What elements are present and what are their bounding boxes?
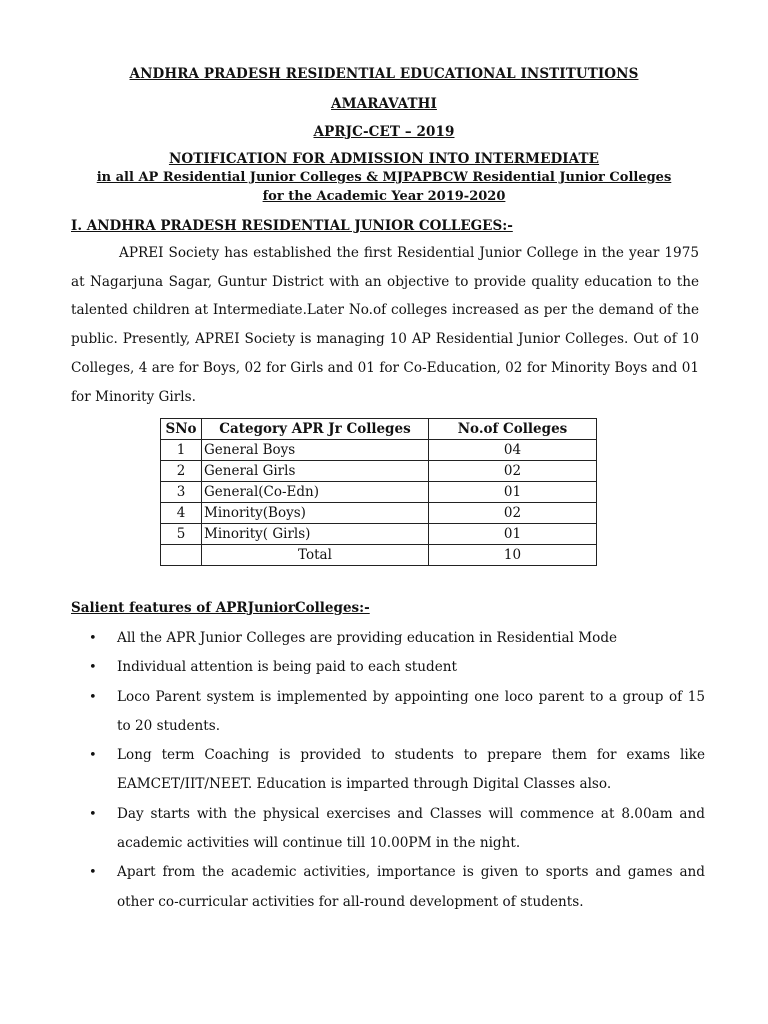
column-header: Category APR Jr Colleges (202, 419, 429, 440)
table-cell: 01 (429, 524, 597, 545)
section-heading: I. ANDHRA PRADESH RESIDENTIAL JUNIOR COLLEGES:- (71, 218, 513, 234)
list-item (71, 624, 705, 653)
bullet-icon: • (89, 865, 97, 881)
academic-year: for the Academic Year 2019-2020 (262, 189, 506, 204)
list-item-text: All the APR Junior Colleges are providing education in Residential Mode (117, 630, 618, 646)
list-item-text: Loco Parent system is implemented by appointing one loco parent to a group of 15 to 20 students. (117, 688, 705, 734)
intro-paragraph: APREI Society has established the first Residential Junior College in the year 1975 at Nagarjuna Sagar, Guntur District with an objective to provide quality education to the talented children at Intermediate.Later No.of colleges increased as per the demand of the public. Presently, APREI Society is managing 10 AP Residential Junior Colleges. Out of 10 Colleges, 4 are for Boys, 02 for Girls and 01 for Co-Education, 02 for Minority Boys and 01 for Minority Girls. (71, 245, 699, 405)
table-row (161, 482, 597, 503)
table-cell: 04 (429, 440, 597, 461)
exam-title: APRJC-CET – 2019 (313, 124, 455, 140)
list-item-text: Individual attention is being paid to each student (117, 659, 457, 676)
list-item (71, 653, 705, 682)
table-cell: General Boys (202, 440, 429, 461)
table-row (161, 461, 597, 482)
features-list (71, 624, 705, 917)
bullet-icon: • (89, 689, 97, 705)
table-row (161, 524, 597, 545)
table-cell: 02 (429, 461, 597, 482)
table-cell: 01 (429, 482, 597, 503)
table-cell: General(Co-Edn) (202, 482, 429, 503)
institution-title: ANDHRA PRADESH RESIDENTIAL EDUCATIONAL INSTITUTIONS (129, 66, 639, 82)
table-row (161, 440, 597, 461)
table-cell: 1 (161, 440, 202, 461)
list-item (71, 741, 705, 800)
table-cell: 02 (429, 503, 597, 524)
column-header: No.of Colleges (429, 419, 597, 440)
list-item-text: Long term Coaching is provided to students to prepare them for exams like EAMCET/IIT/NEET. Education is imparted through Digital Classes also. (117, 747, 705, 793)
list-item-text: Apart from the academic activities, importance is given to sports and games and other co-curricular activities for all-round development of students. (117, 864, 705, 910)
list-item (71, 858, 705, 917)
bullet-icon: • (89, 660, 97, 676)
table-total-row (161, 545, 597, 566)
table-cell: 3 (161, 482, 202, 503)
table-cell: General Girls (202, 461, 429, 482)
table-cell: 5 (161, 524, 202, 545)
list-item (71, 800, 705, 859)
bullet-icon: • (89, 806, 97, 822)
table-header-row (161, 419, 597, 440)
table-cell: Minority( Girls) (202, 524, 429, 545)
bullet-icon: • (89, 748, 97, 764)
total-value: 10 (429, 545, 597, 566)
features-heading: Salient features of APRJuniorColleges:- (71, 600, 370, 616)
column-header: SNo (161, 419, 202, 440)
bullet-icon: • (89, 631, 97, 646)
institution-location: AMARAVATHI (331, 96, 437, 112)
table-cell: 4 (161, 503, 202, 524)
notification-title: NOTIFICATION FOR ADMISSION INTO INTERMEDIATE (168, 151, 600, 167)
table-cell: 2 (161, 461, 202, 482)
notification-subtitle: in all AP Residential Junior Colleges & MJPAPBCW Residential Junior Colleges (96, 170, 672, 185)
table-row (161, 503, 597, 524)
list-item-text: Day starts with the physical exercises and Classes will commence at 8.00am and academic activities will continue till 10.00PM in the night. (117, 805, 705, 852)
table-cell-empty (161, 545, 202, 566)
table-cell: Minority(Boys) (202, 503, 429, 524)
colleges-table (160, 418, 597, 566)
total-label: Total (202, 545, 429, 566)
list-item (71, 683, 705, 742)
